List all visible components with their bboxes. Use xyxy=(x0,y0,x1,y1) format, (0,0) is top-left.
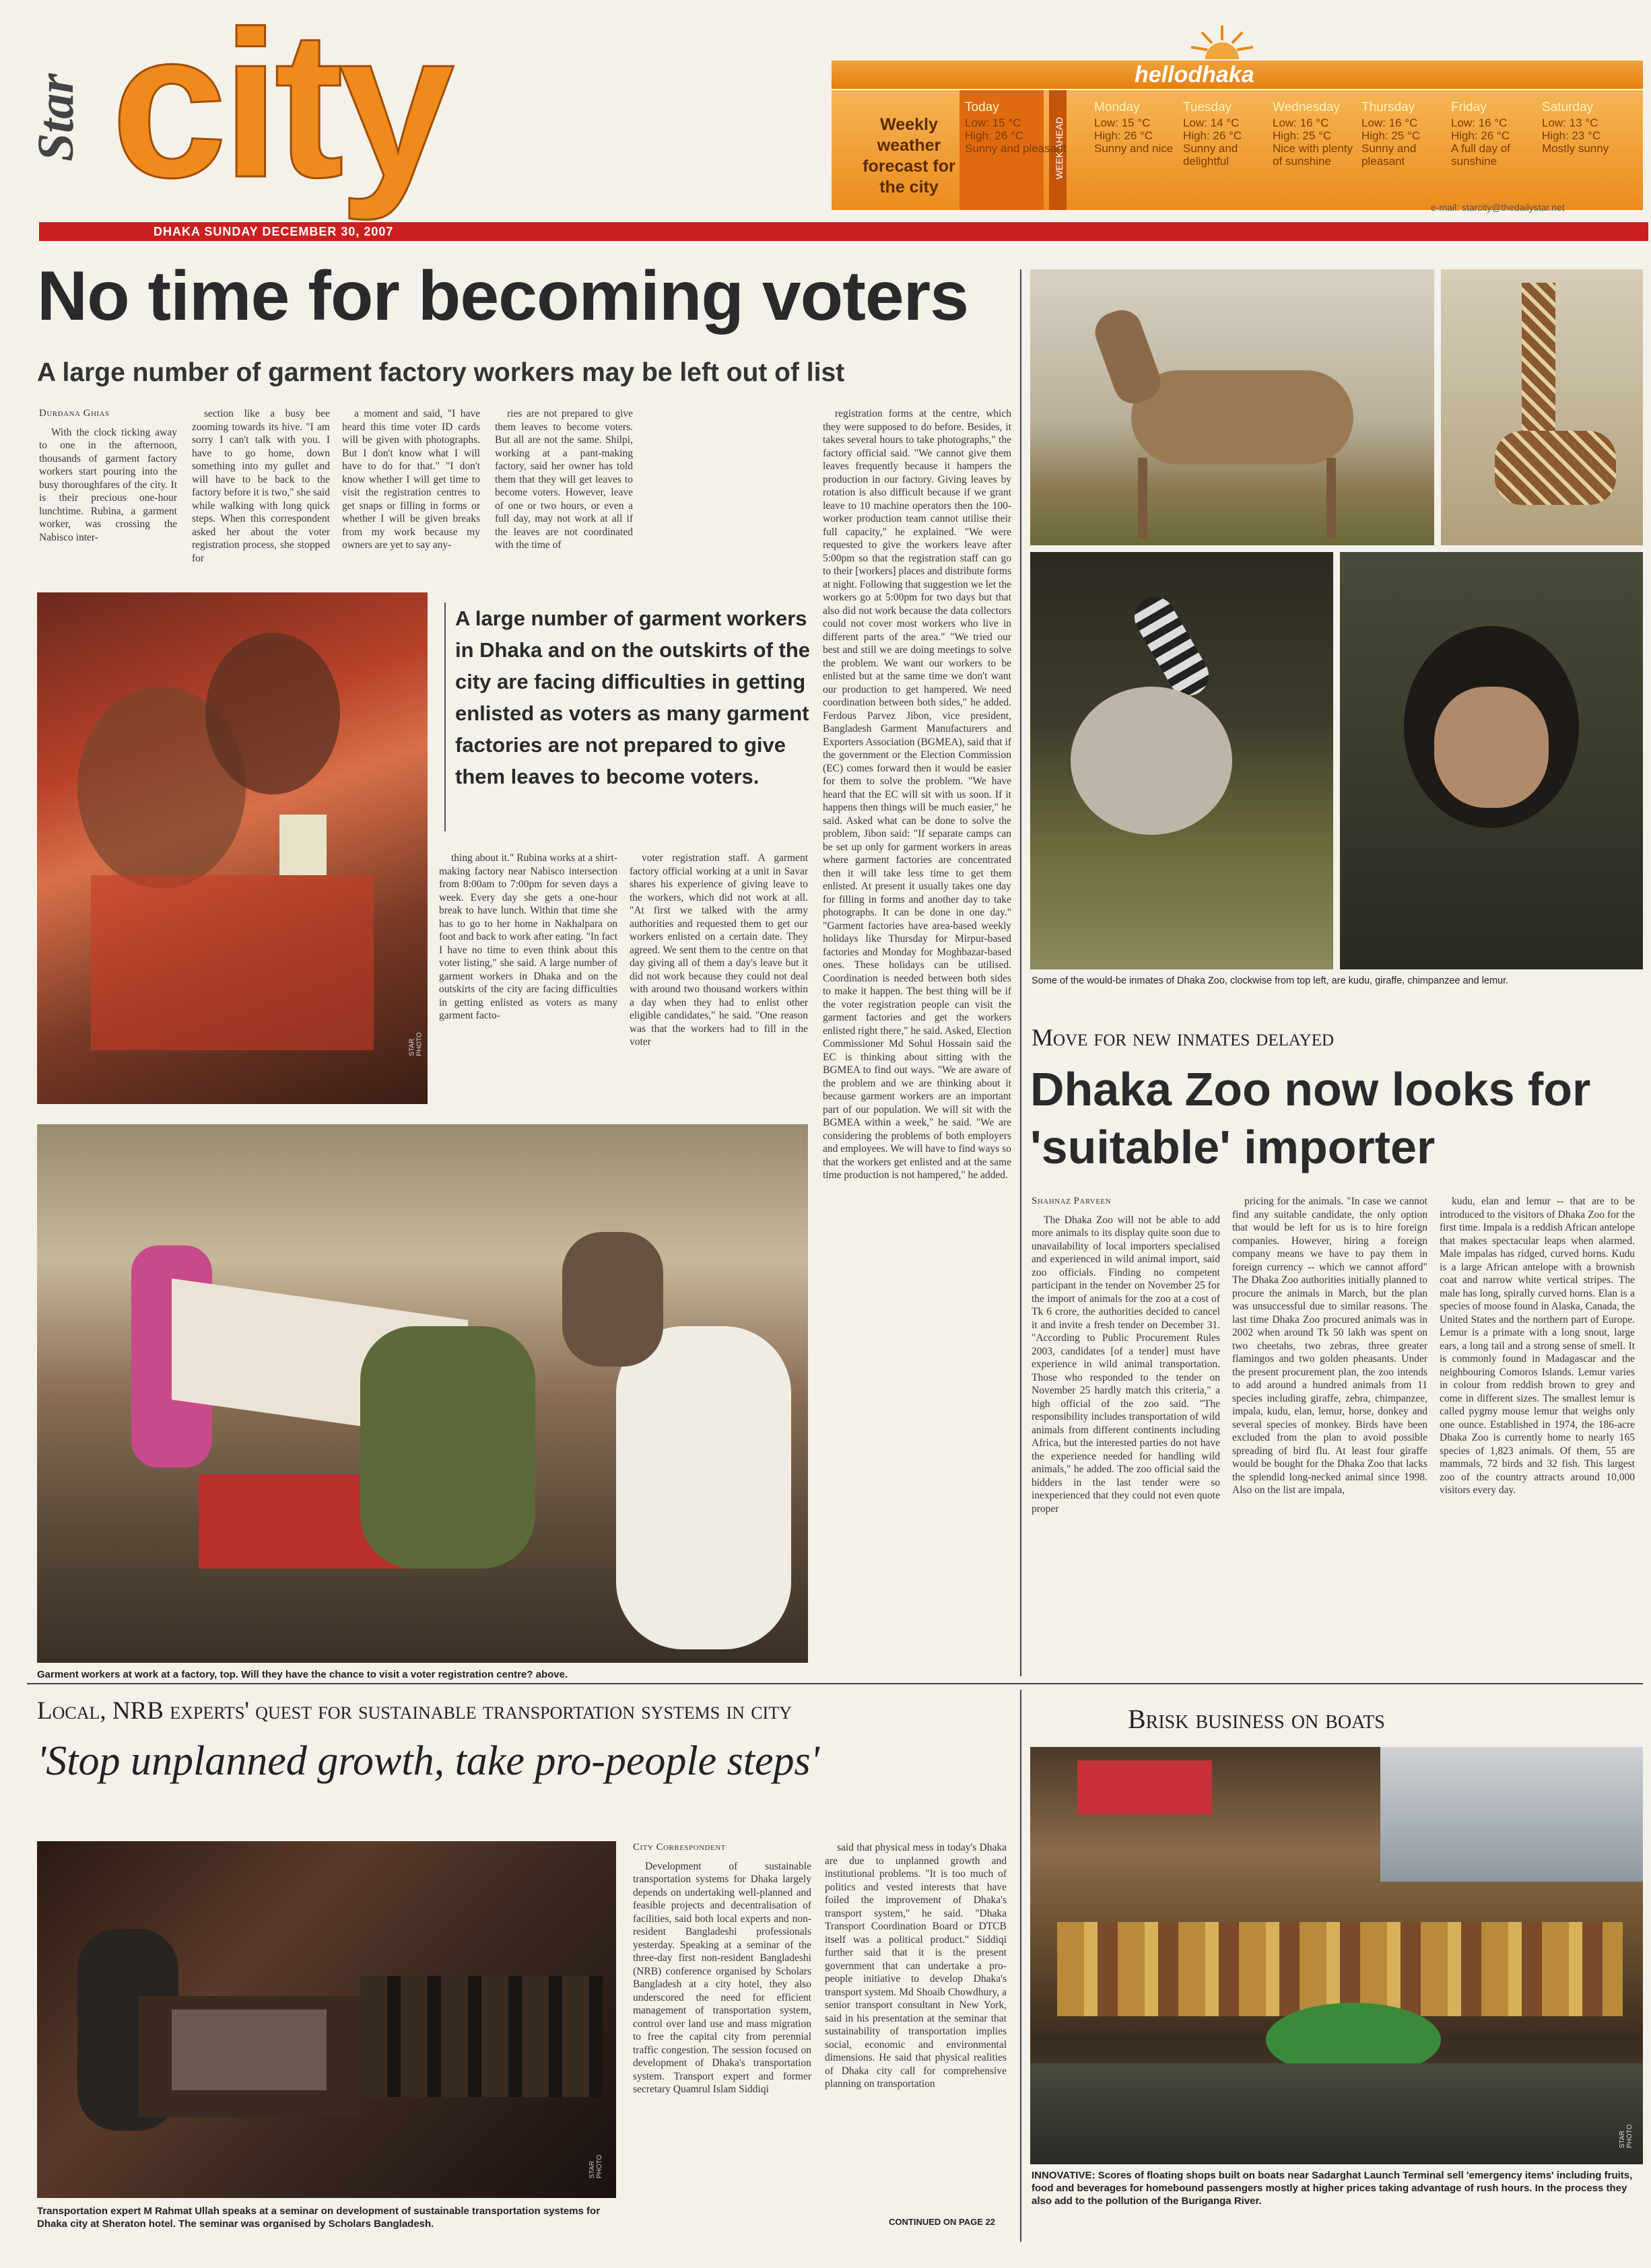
seminar-photo xyxy=(37,1841,616,2198)
voters-col-1 xyxy=(39,407,177,609)
transport-photo-credit: STAR PHOTO xyxy=(588,2154,603,2178)
voters-text-5: registration forms at the centre, which they were supposed to do before. Besides, it takes several hours to take photographs," the factory official said. "We cannot give them leaves frequently because it hampers the production in our factory. Giving leaves by rotation is also difficult because if we grant leave to 10 machine operators then the 100-worker production team cannot utilise their full capacity," he explained. "We were requested to give the workers leave after 5:00pm so that the registration staff can go to their [workers] places and distribute forms at night. Following that suggestion we let the workers go at 5:00pm for two days but that also did not work because the data collectors could not cover most workers who live in different parts of the area." "We tried our best and still we are doing meetings to solve the problem. We want our workers to be enlisted but at the same time we don't want our production to get hampered. We need coordination between both sides," he added. Ferdous Parvez Jibon, vice president, Bangladesh Garment Manufacturers and Exporters Association (BGMEA), said that if the government or the Election Commission (EC) comes forward then it would be easier for them to solve the problem. "We have heard that the EC will sit with us soon. If it happens then things will be much easier," he said. Asked what can be done to solve the problem, Jibon said: "If separate camps can be set up only for garment workers in areas where garment factories are concentrated then it will take less time to get them enlisted. At present it usually takes one day for filling in forms and another day to take photographs. It can be done in one day." "Garment factories have area-based weekly holidays like Thursday for Mirpur-based factories and Monday for Moghbazar-based ones. These holidays can be utilised. Coordination is needed between both sides to make it happen. The best thing will be if the voter registration people can visit the garment factories and get the workers enlisted right there," he said. Asked, Election Commissioner Md Sohul Hossain said the EC is thinking about sitting with the BGMEA to find out ways. "We are aware of the problem and we are thinking about it because garment workers are an important part of our population. We will sit with the BGMEA within a week," he said. "We are considering the problems of both employers and employees. We will have to find ways so that the workers get enlisted and at the same time production is not hampered," he added. xyxy=(823,408,1011,1181)
transport-col-1 xyxy=(633,1841,811,2228)
weather-day-thursday xyxy=(1361,101,1446,168)
day-low: Low: 16 °C xyxy=(1361,116,1418,129)
dateline: DHAKA SUNDAY DECEMBER 30, 2007 xyxy=(154,225,394,238)
boats-caption: INNOVATIVE: Scores of floating shops built on boats near Sadarghat Launch Terminal sell 'emergency items' including fruits, food and beverages for homebound passengers mostly at higher prices taking advantage of rush hours. In the process they also add to the pollution of the Buriganga River. xyxy=(1032,2170,1633,2207)
voters-text-1: With the clock ticking away to one in the afternoon, thousands of garment factory workers start pouring into the busy thoroughfares of the city. It is their precious one-hour lunchtime. Rubina, a garment worker, was crossing the Nabisco inter- xyxy=(39,426,177,543)
day-desc: Sunny and delightful xyxy=(1183,142,1238,168)
day-high: High: 26 °C xyxy=(965,129,1024,142)
boats-kicker: Brisk business on boats xyxy=(1128,1704,1385,1734)
zoo-kicker: Move for new inmates delayed xyxy=(1032,1024,1335,1051)
day-desc: Sunny and pleasant xyxy=(965,142,1067,155)
weather-brand-bar xyxy=(832,61,1643,89)
pullquote-text: A large number of garment workers in Dhaka and on the outskirts of the city are facing difficulties in getting enlisted as voters as many garment factories are not prepared to give them leaves to become voters. xyxy=(455,607,811,788)
transport-byline: City Correspondent xyxy=(633,1842,726,1853)
day-low: Low: 14 °C xyxy=(1183,116,1240,129)
email-line: e-mail: starcity@thedailystar.net xyxy=(1431,202,1565,213)
weather-day-friday xyxy=(1451,101,1535,168)
day-name: Today xyxy=(965,100,999,114)
transport-headline: 'Stop unplanned growth, take pro-people steps' xyxy=(37,1738,819,1784)
lemur-photo xyxy=(1030,552,1333,969)
giraffe-photo xyxy=(1441,269,1643,545)
zoo-text-1: The Dhaka Zoo will not be able to add more animals to its display quite soon due to unavailability of local importers specialised and experienced in wild animal import, said zoo officials. Finding no competent participant in the tender on November 25 for the import of animals for the zoo at a cost of Tk 6 crore, the authorities decided to cancel it and invite a fresh tender on December 31. "According to Public Procurement Rules 2003, candidates [of a tender] must have experience in wild animal transportation. Those who responded to the tender on November 25 hardly match this criteria," a high official of the zoo said. "The responsibility includes transportation of wild animals from different continents including Africa, but the interested parties do not have the experience needed for handling wild animals," he added. The zoo official said the bidders in the last tender were so inexperienced that they could not even quote proper xyxy=(1032,1214,1220,1515)
weather-day-today xyxy=(965,101,1066,155)
day-low: Low: 16 °C xyxy=(1273,116,1329,129)
lower-divider xyxy=(1020,1690,1021,2242)
day-name: Saturday xyxy=(1542,100,1594,114)
transport-text-2: said that physical mess in today's Dhaka are due to unplanned growth and institutional problems. "It is too much of politics and vested interests that have foiled the improvement of Dhaka's transport system," he said. "Dhaka Transport Coordination Board or DTCB itself was a political product." Siddiqi further said that it is the present government that can undertake a pro-people initiative to develop Dhaka's transport system. Md Shoaib Chowdhury, a senior transport consultant in New York, said in his presentation at the seminar that sustainability of transportation implies social, economic and environmental dimensions. He said that physical realities of Dhaka city call for comprehensive planning on transportation xyxy=(825,1842,1007,2090)
voters-col-2 xyxy=(192,407,330,609)
zoo-headline: Dhaka Zoo now looks for 'suitable' importer xyxy=(1030,1063,1591,1173)
zoo-text-3: kudu, elan and lemur -- that are to be introduced to the visitors of Dhaka Zoo for the first time. Impala is a reddish African antelope that makes spectacular leaps when alarmed. Male impalas has ridged, curved horns. Kudu is a large African antelope with a brownish coat and narrow white vertical stripes. The male has long, spirally curved horns. Elan is a species of moose found in Alaska, Canada, the United States and the northern part of Europe. Lemur is a primate with a long snout, large ears, a long tail and a strong sense of smell. It is commonly found in Madagascar and the neighbouring Comoros Islands. Lemur varies in colour from reddish brown to grey and come in different sizes. The smallest lemur is called pygmy mouse lemur that weighs only one ounce. Established in 1974, the 186-acre Dhaka Zoo is currently home to nearly 165 species of 1,823 animals. Of them, 55 are mammals, 72 birds and 32 fish. This largest zoo of the country attracts around 10,000 visitors every day. xyxy=(1440,1196,1635,1496)
chimpanzee-photo xyxy=(1340,552,1643,969)
day-low: Low: 16 °C xyxy=(1451,116,1508,129)
voters-text-7: voter registration staff. A garment factory official working at a unit in Savar shares his experience of giving leave to the workers, which did not work at all. "At first we talked with the army authorities and requested them to get our workers enlisted on a certain date. They agreed. We sent them to the centre on that day giving all of them a day's leave but it did not work because they could not deal with around two thousand workers within a day when they had to enlist other eligible candidates," he said. "One reason was that the workers had to fill in the voter xyxy=(630,852,808,1047)
voters-subhead: A large number of garment factory workers may be left out of list xyxy=(37,358,845,387)
boats-photo-credit: STAR PHOTO xyxy=(1619,2124,1633,2148)
kudu-photo xyxy=(1030,269,1434,545)
day-high: High: 25 °C xyxy=(1361,129,1421,142)
day-name: Wednesday xyxy=(1273,100,1340,114)
transport-text-1: Development of sustainable transportation systems for Dhaka largely depends on undertaking well-planned and feasible projects and decentralisation of facilities, said both local experts and non-resident Bangladeshi professionals yesterday. Speaking at a seminar of the three-day first non-resident Bangladeshi (NRB) conference organised by Scholars Bangladesh at a city hotel, they also underscored the need for efficient management of transportation system, control over land use and mass migration to free the capital city from perennial traffic congestion. The session focused on development of Dhaka's transportation system. Transport expert and former secretary Quamrul Islam Siddiqi xyxy=(633,1860,811,2095)
voters-pullquote xyxy=(444,603,822,831)
day-desc: A full day of sunshine xyxy=(1451,142,1510,168)
continued-note: CONTINUED ON PAGE 22 xyxy=(889,2217,995,2227)
sun-icon xyxy=(1182,20,1262,61)
day-desc: Nice with plenty of sunshine xyxy=(1273,142,1353,168)
masthead-city: city xyxy=(111,0,450,221)
zoo-photo-caption: Some of the would-be inmates of Dhaka Zoo, clockwise from top left, are kudu, giraffe, chimpanzee and lemur. xyxy=(1032,975,1509,986)
voters-text-6: thing about it." Rubina works at a shirt-making factory near Nabisco intersection from 8:00am to 7:00pm for seven days a week. Every day she gets a one-hour break to have lunch. Within that time she has to go to her home in Nakhalpara on foot and back to work after eating. "In fact I have no time to even think about this voter listing," she said. A large number of garment workers in Dhaka and on the outskirts of the city are facing difficulties in getting enlisted as voters as many garment facto- xyxy=(439,852,617,1021)
zoo-col-2 xyxy=(1232,1195,1427,1670)
voters-col-6 xyxy=(439,852,617,1104)
voters-col-3 xyxy=(342,407,480,609)
voters-text-4: ries are not prepared to give them leaves to become voters. But all are not the same. Shilpi, working at a pant-making factory, said her owner has told them that they will get leaves to become voters. However, leave of one or two hours, or even a full day, may not work at all if the leaves are not coordinated with the time of xyxy=(495,408,633,551)
voters-headline: No time for becoming voters xyxy=(37,257,968,335)
day-name: Tuesday xyxy=(1183,100,1232,114)
transport-col-2 xyxy=(825,1841,1007,2215)
voters-text-2: section like a busy bee zooming towards its hive. "I am sorry I can't talk with you. I have to go home, down something into my gullet and will have to be back to the factory before it is two," she said while walking with long quick steps. When this correspondent asked her about the voter registration process, she stopped for xyxy=(192,408,330,564)
voters-text-3: a moment and said, "I have heard this time voter ID cards will be given with photographs. But I don't know what I will have to do for that." "I don't know whether I will get time to visit the registration centres to get snaps or filling in forms or whether I will be given breaks from my work because my owners are yet to say any- xyxy=(342,408,480,551)
weather-day-monday xyxy=(1094,101,1178,155)
day-desc: Mostly sunny xyxy=(1542,142,1609,155)
garment-photo-bottom xyxy=(37,1124,808,1663)
day-low: Low: 15 °C xyxy=(1094,116,1151,129)
weather-brand: hellodhaka xyxy=(1135,62,1254,88)
weather-day-saturday xyxy=(1542,101,1629,155)
column-divider xyxy=(1020,269,1021,1676)
day-low: Low: 13 °C xyxy=(1542,116,1598,129)
zoo-col-3 xyxy=(1440,1195,1635,1670)
week-ahead-label: WEEK AHEAD xyxy=(1054,116,1065,180)
day-desc: Sunny and nice xyxy=(1094,142,1174,155)
day-name: Thursday xyxy=(1361,100,1415,114)
boats-photo xyxy=(1030,1747,1643,2164)
zoo-col-1 xyxy=(1032,1195,1220,1670)
transport-kicker: Local, NRB experts' quest for sustainable transportation systems in city xyxy=(37,1697,792,1725)
zoo-text-2: pricing for the animals. "In case we cannot find any suitable candidate, the only option that would be left for us is to hire foreign companies. However, hiring a foreign company means we have to pay them in foreign currency -- which we cannot afford" The Dhaka Zoo authorities initially planned to procure the animals in March, but the plan was unsuccessful due to similar reasons. The last time Dhaka Zoo procured animals was in 2002 when around Tk 50 lakh was spent on two cheetahs, two zebras, three greater flamingos and two golden pheasants. Under the present procurement plan, the zoo intends to add around a hundred animals from 11 species including giraffe, zebra, chimpanzee, impala, kudu, elan, lemur, horse, donkey and several species of monkey. Birds have been excluded from the plan to avoid possible spreading of bird flu. At least four giraffe would be bought for the Dhaka Zoo that lacks the splendid long-necked animal since 1998. Also on the list are impala, xyxy=(1232,1196,1427,1496)
day-high: High: 26 °C xyxy=(1451,129,1510,142)
day-high: High: 26 °C xyxy=(1094,129,1153,142)
weather-day-wednesday xyxy=(1273,101,1357,168)
voters-col-7 xyxy=(630,852,808,1104)
day-name: Friday xyxy=(1451,100,1487,114)
zoo-byline: Shahnaz Parveen xyxy=(1032,1196,1112,1206)
section-divider xyxy=(27,1683,1643,1684)
day-high: High: 23 °C xyxy=(1542,129,1601,142)
voters-col-4 xyxy=(495,407,633,609)
day-desc: Sunny and pleasant xyxy=(1361,142,1417,168)
masthead-star: Star xyxy=(28,73,84,162)
day-high: High: 26 °C xyxy=(1183,129,1242,142)
garment-photo-top xyxy=(37,592,428,1104)
voters-byline: Durdana Ghias xyxy=(39,408,110,419)
day-high: High: 25 °C xyxy=(1273,129,1332,142)
voters-col-5 xyxy=(823,407,1011,1683)
weather-title: Weekly weather forecast for the city xyxy=(863,115,955,197)
transport-caption: Transportation expert M Rahmat Ullah speaks at a seminar on development of sustainable transportation systems for Dhaka city at Sheraton hotel. The seminar was organised by Scholars Bangladesh. xyxy=(37,2205,601,2230)
voters-photo-credit: STAR PHOTO xyxy=(408,1032,424,1056)
day-name: Monday xyxy=(1094,100,1140,114)
weather-day-tuesday xyxy=(1183,101,1267,168)
dateline-bar xyxy=(39,222,1648,241)
voters-caption: Garment workers at work at a factory, top. Will they have the chance to visit a voter registration centre? above. xyxy=(37,1669,568,1680)
masthead xyxy=(27,0,754,236)
day-low: Low: 15 °C xyxy=(965,116,1021,129)
